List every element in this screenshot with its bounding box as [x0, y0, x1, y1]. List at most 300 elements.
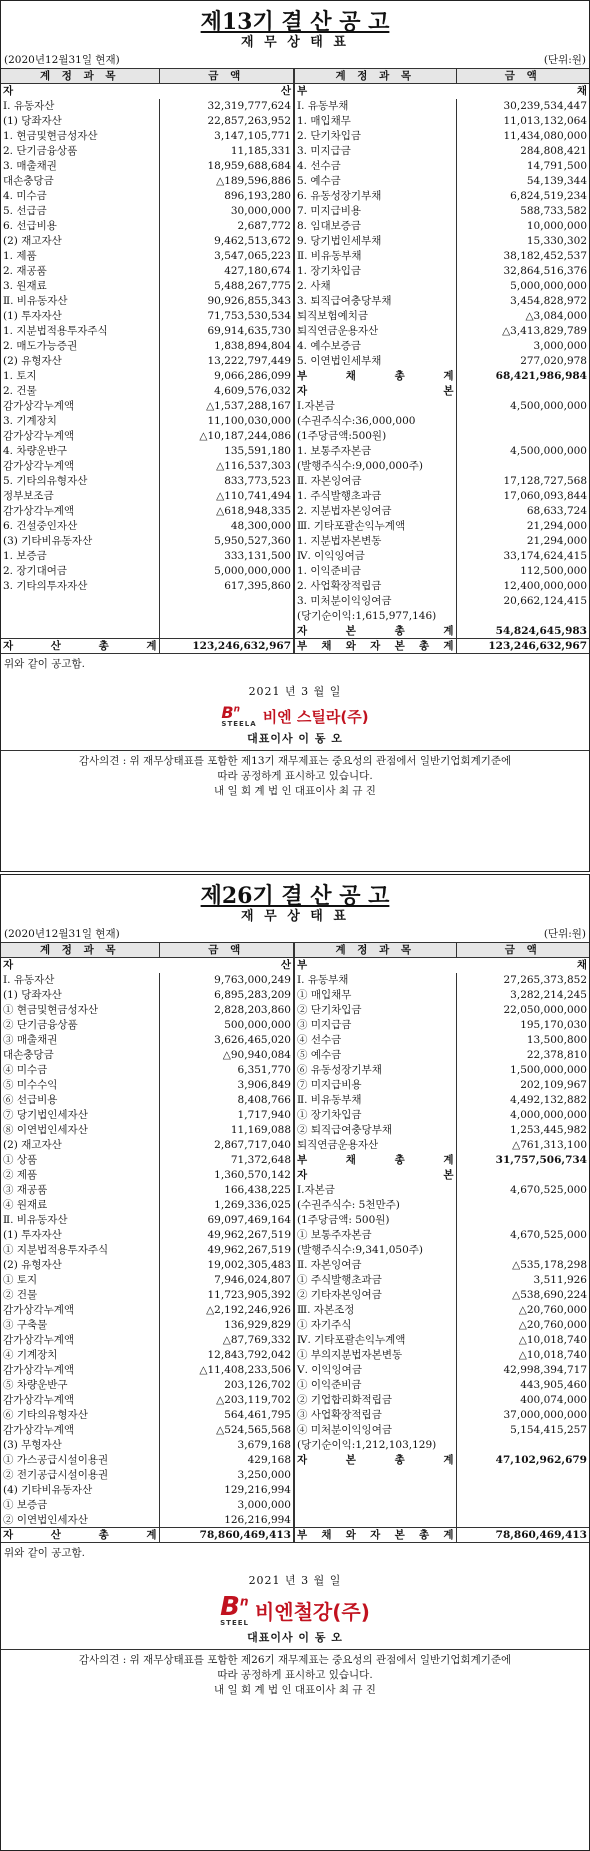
total-amount: 78,860,469,413	[159, 1528, 294, 1543]
right-account: (당기순이익:1,615,977,146)	[294, 609, 456, 624]
left-account: ① 상품	[3, 1154, 38, 1166]
table-row	[1, 1303, 589, 1318]
right-amount: 11,434,080,000	[456, 129, 589, 144]
right-amount: 202,109,967	[456, 1078, 589, 1093]
right-account: 1. 보통주자본금	[294, 444, 456, 459]
left-account: 3. 기계장치	[3, 415, 57, 427]
right-account: Ⅰ.자본금	[294, 399, 456, 414]
label-char: 총	[394, 624, 405, 637]
left-account: 2. 건물	[3, 385, 37, 397]
right-account: (1주당금액: 500원)	[294, 1213, 456, 1228]
table-row	[1, 1438, 589, 1453]
left-amount: 166,438,225	[159, 1183, 294, 1198]
left-account: (1) 당좌자산	[3, 989, 62, 1001]
table-row	[1, 1198, 589, 1213]
section-char: 산	[280, 959, 291, 972]
right-amount: 13,500,800	[456, 1033, 589, 1048]
table-row	[1, 1018, 589, 1033]
table-row	[1, 564, 589, 579]
ceo-line: 대표이사 이 동 오	[247, 732, 343, 745]
right-amount: 6,824,519,234	[456, 189, 589, 204]
table-row	[1, 1123, 589, 1138]
audit-line: 따라 공정하게 표시하고 있습니다.	[217, 770, 373, 782]
table-row	[1, 579, 589, 594]
statement-meta	[1, 53, 589, 68]
right-account: 2. 단기차입금	[294, 129, 456, 144]
left-account: ① 지분법적용투자주식	[3, 1244, 109, 1256]
right-amount: 277,020,978	[456, 354, 589, 369]
left-account: ② 건물	[3, 1289, 38, 1301]
right-amount: 4,670,525,000	[456, 1228, 589, 1243]
left-account: (4) 기타비유동자산	[3, 1484, 93, 1496]
left-account: ④ 기계장치	[3, 1349, 58, 1361]
notice-date: 2021 년 3 월 일	[248, 1574, 342, 1587]
left-amount: 1,269,336,025	[159, 1198, 294, 1213]
right-account: ① 매입채무	[294, 988, 456, 1003]
left-account: ③ 구축물	[3, 1319, 48, 1331]
right-amount	[456, 429, 589, 444]
grand-total-row	[1, 1528, 589, 1543]
label-char: 계	[146, 640, 157, 652]
right-amount: 10,000,000	[456, 219, 589, 234]
table-row	[1, 339, 589, 354]
right-amount	[456, 1243, 589, 1258]
section-char: 채	[576, 85, 587, 98]
left-amount: 49,962,267,519	[159, 1228, 294, 1243]
left-amount: 136,929,829	[159, 1318, 294, 1333]
left-amount: 3,147,105,771	[159, 129, 294, 144]
right-amount: 68,633,724	[456, 504, 589, 519]
right-amount: △20,760,000	[456, 1303, 589, 1318]
left-amount: 896,193,280	[159, 189, 294, 204]
left-amount: 3,250,000	[159, 1468, 294, 1483]
right-amount: 22,050,000,000	[456, 1003, 589, 1018]
right-account: 3. 미지급금	[294, 144, 456, 159]
left-account: 감가상각누계액	[3, 1334, 75, 1346]
left-amount: 5,000,000,000	[159, 564, 294, 579]
right-amount: 112,500,000	[456, 564, 589, 579]
left-account	[1, 624, 159, 639]
label-char: 계	[443, 640, 454, 652]
left-amount	[159, 594, 294, 609]
column-header: 계 정 과 목	[1, 69, 159, 84]
section-char: 채	[576, 959, 587, 972]
right-account: 1. 매입채무	[294, 114, 456, 129]
left-amount: 1,360,570,142	[159, 1168, 294, 1183]
right-amount	[456, 1438, 589, 1453]
left-account: ③ 재공품	[3, 1184, 48, 1196]
left-account: ① 가스공급시설이용권	[3, 1454, 109, 1466]
table-row	[1, 309, 589, 324]
left-account: (2) 유형자산	[3, 1259, 62, 1271]
left-amount: 48,300,000	[159, 519, 294, 534]
table-row	[1, 549, 589, 564]
subtotal-amount: 47,102,962,679	[456, 1453, 589, 1468]
table-row	[1, 264, 589, 279]
left-account: ④ 원재료	[3, 1199, 48, 1211]
right-account: Ⅳ. 기타포괄손익누계액	[294, 1333, 456, 1348]
left-account: 감가상각누계액	[3, 1364, 75, 1376]
subtotal-label	[294, 369, 456, 384]
label-char: 채	[345, 370, 356, 382]
left-amount: 3,547,065,223	[159, 249, 294, 264]
table-row	[1, 174, 589, 189]
right-account: ① 부의지분법자본변동	[294, 1348, 456, 1363]
left-account: ⑦ 당기법인세자산	[3, 1109, 88, 1121]
label-char: 계	[146, 1529, 157, 1541]
left-account: ② 제품	[3, 1169, 38, 1181]
right-amount: 3,282,214,245	[456, 988, 589, 1003]
left-account: 6. 건설중인자산	[3, 520, 78, 532]
subtotal-amount	[456, 384, 589, 399]
left-amount: 69,914,635,730	[159, 324, 294, 339]
right-amount: 30,239,534,447	[456, 99, 589, 114]
section-header	[294, 84, 589, 99]
right-amount: 400,074,000	[456, 1393, 589, 1408]
right-amount: 4,000,000,000	[456, 1108, 589, 1123]
right-account: (발행주식수:9,000,000주)	[294, 459, 456, 474]
right-account: ③ 미지급금	[294, 1018, 456, 1033]
table-row	[1, 324, 589, 339]
left-amount: 427,180,674	[159, 264, 294, 279]
right-amount	[456, 1198, 589, 1213]
right-amount: 11,013,132,064	[456, 114, 589, 129]
table-row	[1, 204, 589, 219]
right-amount: △20,760,000	[456, 1318, 589, 1333]
left-amount: 3,000,000	[159, 1498, 294, 1513]
table-row	[1, 1078, 589, 1093]
left-amount: 333,131,500	[159, 549, 294, 564]
notice-title-text: 제26기 결 산 공 고	[200, 883, 390, 909]
balance-sheet-table	[1, 68, 589, 654]
left-amount: △2,192,246,926	[159, 1303, 294, 1318]
right-account: ④ 선수금	[294, 1033, 456, 1048]
table-row	[1, 1348, 589, 1363]
label-char: 총	[394, 1454, 405, 1466]
left-amount: 13,222,797,449	[159, 354, 294, 369]
left-account: Ⅰ. 유동자산	[3, 100, 55, 112]
right-account: Ⅰ. 유동부채	[294, 99, 456, 114]
right-account: ② 기타자본잉여금	[294, 1288, 456, 1303]
right-account: ① 이익준비금	[294, 1378, 456, 1393]
left-amount: △90,940,084	[159, 1048, 294, 1063]
column-header: 금 액	[159, 69, 294, 84]
right-account: Ⅳ. 이익잉여금	[294, 549, 456, 564]
company-name: 비엔철강(주)	[254, 1600, 370, 1624]
right-account: Ⅲ. 자본조정	[294, 1303, 456, 1318]
statement-subtitle: 재 무 상 태 표	[241, 909, 349, 924]
company-name: 비엔 스틸라(주)	[262, 708, 369, 726]
left-account: (2) 재고자산	[3, 235, 62, 247]
left-amount: △116,537,303	[159, 459, 294, 474]
label-char: 총	[418, 1529, 430, 1541]
notice-date: 2021 년 3 월 일	[248, 685, 342, 698]
label-char: 총	[418, 640, 430, 652]
closing-text: 위와 같이 공고함.	[4, 1547, 86, 1559]
right-amount: △3,413,829,789	[456, 324, 589, 339]
right-account: (발행주식수:9,341,050주)	[294, 1243, 456, 1258]
right-account: 4. 선수금	[294, 159, 456, 174]
table-row	[1, 519, 589, 534]
left-account: ② 이연법인세자산	[3, 1513, 88, 1526]
audit-line: 내 일 회 계 법 인 대표이사 최 규 진	[214, 785, 376, 797]
ceo-line: 대표이사 이 동 오	[247, 1631, 343, 1644]
logo-mark: $B^n$	[220, 1592, 249, 1622]
right-account: (1주당금액:500원)	[294, 429, 456, 444]
table-row	[1, 249, 589, 264]
right-account: ① 보통주자본금	[294, 1228, 456, 1243]
right-account: 2. 지분법자본잉여금	[294, 504, 456, 519]
left-amount: 30,000,000	[159, 204, 294, 219]
table-row	[1, 234, 589, 249]
audit-opinion	[1, 750, 589, 802]
right-amount: 284,808,421	[456, 144, 589, 159]
audit-line: 내 일 회 계 법 인 대표이사 최 규 진	[214, 1684, 376, 1696]
table-row	[1, 159, 589, 174]
right-account: Ⅰ. 유동부채	[294, 973, 456, 988]
audit-line: 따라 공정하게 표시하고 있습니다.	[217, 1669, 373, 1681]
right-amount: 33,174,624,415	[456, 549, 589, 564]
left-amount: 9,763,000,249	[159, 973, 294, 988]
table-row	[1, 609, 589, 624]
right-account: 1. 주식발행초과금	[294, 489, 456, 504]
label-char: 계	[443, 1529, 454, 1541]
table-row	[1, 1333, 589, 1348]
label-char: 본	[345, 1454, 356, 1466]
right-account: 8. 임대보증금	[294, 219, 456, 234]
right-account: ① 자기주식	[294, 1318, 456, 1333]
table-row	[1, 279, 589, 294]
left-amount: 69,097,469,164	[159, 1213, 294, 1228]
left-amount: 203,126,702	[159, 1378, 294, 1393]
right-amount: 3,511,926	[456, 1273, 589, 1288]
table-row	[1, 429, 589, 444]
left-account: 6. 선급비용	[3, 220, 57, 232]
left-amount: 135,591,180	[159, 444, 294, 459]
left-account: ⑥ 선급비용	[3, 1094, 58, 1106]
table-row	[1, 594, 589, 609]
right-amount: 3,000,000	[456, 339, 589, 354]
left-account: 1. 현금및현금성자산	[3, 130, 98, 142]
right-account: 2. 사채	[294, 279, 456, 294]
table-row	[1, 369, 589, 384]
table-row	[1, 1378, 589, 1393]
audit-line: 감사의견 : 위 재무상태표를 포함한 제13기 재무제표는 중요성의 관점에서 일반기업회계기준에	[78, 755, 512, 767]
right-account: (수권주식수: 5천만주)	[294, 1198, 456, 1213]
label-char: 총	[98, 1529, 109, 1541]
left-account: ④ 미수금	[3, 1064, 48, 1076]
table-row	[1, 99, 589, 114]
right-account: Ⅱ. 비유동부채	[294, 1093, 456, 1108]
left-account: 1. 보증금	[3, 550, 47, 562]
left-amount: △189,596,886	[159, 174, 294, 189]
table-row	[1, 1243, 589, 1258]
label-char: 부	[297, 370, 308, 382]
right-account: Ⅱ. 자본잉여금	[294, 1258, 456, 1273]
label-char: 자	[370, 1529, 381, 1541]
section-char: 산	[280, 85, 291, 98]
right-amount: 38,182,452,537	[456, 249, 589, 264]
right-amount: △3,084,000	[456, 309, 589, 324]
left-account: (1) 투자자산	[3, 1229, 62, 1241]
left-account: 5. 기타의유형자산	[3, 475, 88, 487]
right-amount: 1,253,445,982	[456, 1123, 589, 1138]
section-char: 자	[3, 85, 14, 98]
settlement-notice-13	[0, 0, 590, 872]
left-amount: △110,741,494	[159, 489, 294, 504]
left-amount: 71,372,648	[159, 1153, 294, 1168]
right-account: 1. 장기차입금	[294, 264, 456, 279]
left-account: (1) 당좌자산	[3, 115, 62, 127]
right-account: Ⅰ.자본금	[294, 1183, 456, 1198]
right-account: ⑥ 유동성장기부채	[294, 1063, 456, 1078]
logo-subtext: STEELA	[221, 720, 257, 728]
notice-title	[1, 875, 589, 909]
left-account: ⑤ 미수수익	[3, 1079, 58, 1091]
table-header-row	[1, 943, 589, 958]
right-amount: 21,294,000	[456, 519, 589, 534]
grand-total-row	[1, 639, 589, 654]
right-account: Ⅴ. 이익잉여금	[294, 1363, 456, 1378]
left-account: ⑧ 이연법인세자산	[3, 1124, 88, 1136]
subtotal-amount	[456, 1168, 589, 1183]
right-amount: 4,500,000,000	[456, 399, 589, 414]
left-amount: △11,408,233,506	[159, 1363, 294, 1378]
table-header-row	[1, 69, 589, 84]
total-amount: 78,860,469,413	[456, 1528, 589, 1543]
statement-meta	[1, 927, 589, 942]
right-amount: 588,733,582	[456, 204, 589, 219]
left-account: (1) 투자자산	[3, 310, 62, 322]
left-account: 대손충당금	[3, 175, 54, 187]
right-account: 1. 이익준비금	[294, 564, 456, 579]
left-account: 감가상각누계액	[3, 460, 75, 472]
left-account: (2) 유형자산	[3, 355, 62, 367]
column-header: 금 액	[159, 943, 294, 958]
left-account: 3. 매출채권	[3, 160, 57, 172]
table-row	[1, 1318, 589, 1333]
label-char: 부	[297, 640, 308, 652]
right-account: ③ 사업확장적립금	[294, 1408, 456, 1423]
section-header	[294, 384, 456, 399]
total-amount: 123,246,632,967	[456, 639, 589, 654]
left-account	[1, 594, 159, 609]
table-row	[1, 624, 589, 639]
left-account: 3. 원재료	[3, 280, 47, 292]
table-row	[1, 1093, 589, 1108]
right-amount: 5,154,415,257	[456, 1423, 589, 1438]
logo-mark: $B^n$	[221, 703, 241, 722]
right-account: 2. 사업확장적립금	[294, 579, 456, 594]
as-of-date: (2020년12월31일 현재)	[4, 928, 120, 940]
left-amount: 9,462,513,672	[159, 234, 294, 249]
right-account: 퇴직연금운용자산	[294, 324, 456, 339]
audit-line: 감사의견 : 위 재무상태표를 포함한 제26기 재무제표는 중요성의 관점에서 일반기업회계기준에	[78, 1654, 512, 1666]
company-logo-row	[1, 1594, 589, 1627]
label-char: 계	[443, 1454, 454, 1466]
right-amount: △761,313,100	[456, 1138, 589, 1153]
unit-label: (단위:원)	[543, 54, 586, 66]
table-row	[1, 1063, 589, 1078]
closing-text: 위와 같이 공고함.	[4, 658, 86, 670]
label-char: 계	[443, 370, 454, 382]
right-account: 6. 유동성장기부채	[294, 189, 456, 204]
left-amount: 11,723,905,392	[159, 1288, 294, 1303]
left-account: ② 단기금융상품	[3, 1019, 78, 1031]
table-row	[1, 1483, 589, 1498]
left-account: (2) 재고자산	[3, 1139, 62, 1151]
table-row	[1, 1003, 589, 1018]
right-account: ② 기업합리화적립금	[294, 1393, 456, 1408]
table-row	[1, 1423, 589, 1438]
right-amount: △10,018,740	[456, 1348, 589, 1363]
right-amount: 15,330,302	[456, 234, 589, 249]
right-account: ④ 미처분이익잉여금	[294, 1423, 456, 1438]
left-amount: 126,216,994	[159, 1513, 294, 1528]
left-amount: 129,216,994	[159, 1483, 294, 1498]
left-amount: 32,319,777,624	[159, 99, 294, 114]
right-amount: 27,265,373,852	[456, 973, 589, 988]
left-account: ⑤ 차량운반구	[3, 1379, 68, 1391]
right-account	[294, 1468, 456, 1483]
right-amount: 1,500,000,000	[456, 1063, 589, 1078]
table-row	[1, 1468, 589, 1483]
label-char: 자	[297, 385, 308, 397]
right-amount: 195,170,030	[456, 1018, 589, 1033]
left-amount: 2,687,772	[159, 219, 294, 234]
section-char: 부	[297, 85, 308, 98]
table-row	[1, 1183, 589, 1198]
section-header	[1, 958, 294, 973]
total-label	[1, 1528, 159, 1543]
left-amount: 2,867,717,040	[159, 1138, 294, 1153]
table-row	[1, 399, 589, 414]
left-amount: 19,002,305,483	[159, 1258, 294, 1273]
left-amount: 3,906,849	[159, 1078, 294, 1093]
column-header: 계 정 과 목	[1, 943, 159, 958]
right-amount: △10,018,740	[456, 1333, 589, 1348]
left-amount: △10,187,244,086	[159, 429, 294, 444]
section-header	[1, 84, 294, 99]
left-account: ① 현금및현금성자산	[3, 1004, 98, 1016]
column-header: 계 정 과 목	[294, 69, 456, 84]
left-account: 감가상각누계액	[3, 505, 75, 517]
label-char: 와	[345, 1529, 356, 1541]
label-char: 자	[3, 640, 14, 652]
left-amount: 6,351,770	[159, 1063, 294, 1078]
left-amount: 8,408,766	[159, 1093, 294, 1108]
column-header: 계 정 과 목	[294, 943, 456, 958]
left-amount: △203,119,702	[159, 1393, 294, 1408]
table-row	[1, 189, 589, 204]
table-row	[1, 459, 589, 474]
right-account: ⑤ 예수금	[294, 1048, 456, 1063]
label-char: 자	[297, 1169, 308, 1181]
label-char: 총	[98, 640, 109, 652]
label-char: 채	[321, 1529, 332, 1541]
table-row	[1, 1228, 589, 1243]
section-char: 자	[3, 959, 14, 972]
right-account: (당기순이익:1,212,103,129)	[294, 1438, 456, 1453]
right-amount	[456, 1513, 589, 1528]
left-amount: 11,100,030,000	[159, 414, 294, 429]
label-char: 자	[3, 1529, 14, 1541]
right-account: ⑦ 미지급비용	[294, 1078, 456, 1093]
table-row	[1, 1138, 589, 1153]
table-row	[1, 144, 589, 159]
table-row	[1, 973, 589, 988]
company-logo-row	[1, 705, 589, 728]
